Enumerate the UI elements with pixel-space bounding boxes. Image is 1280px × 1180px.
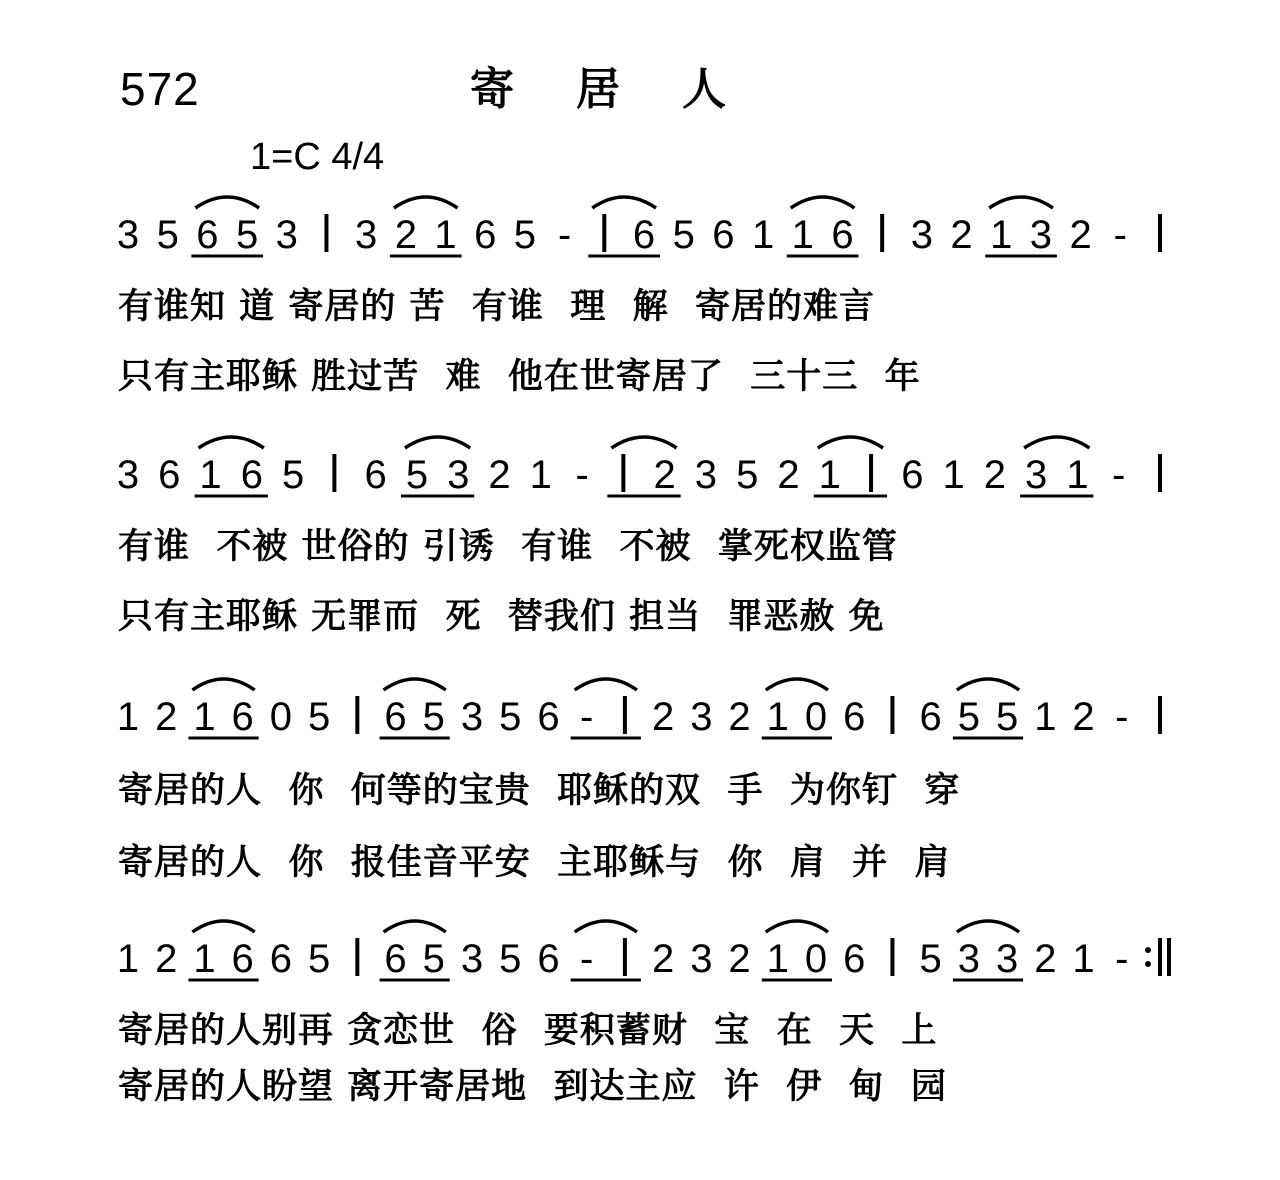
note-digit: 6	[231, 937, 254, 981]
note-digit: 3	[355, 213, 378, 257]
lyric-line-3a: 寄居的人 你 何等的宝贵 耶稣的双 手 为你钉 穿	[118, 771, 961, 811]
slur-arc	[957, 921, 1019, 932]
note-digit: 6	[901, 453, 924, 497]
slur-arc	[384, 679, 446, 690]
note-digit: 2	[1069, 213, 1092, 257]
dash-note: -	[580, 937, 594, 981]
note-digit: 6	[231, 695, 254, 739]
note-digit: 6	[474, 213, 497, 257]
note-digit: 1	[1034, 695, 1057, 739]
note-digit: 5	[422, 695, 445, 739]
note-digit: 6	[384, 937, 407, 981]
note-digit: 1	[434, 213, 457, 257]
note-digit: 2	[653, 453, 676, 497]
note-digit: 5	[499, 695, 522, 739]
slur-arc	[791, 197, 855, 208]
lyric-line-3b: 寄居的人 你 报佳音平安 主耶稣与 你 肩 并 肩	[118, 843, 951, 883]
note-digit: 2	[950, 213, 973, 257]
hymn-number: 572	[120, 63, 200, 115]
lyric-line-2b: 只有主耶稣 无罪而 死 替我们 担当 罪恶赦 免	[118, 597, 885, 637]
dash-note: -	[1113, 213, 1127, 257]
note-digit: 1	[990, 213, 1013, 257]
slur-arc	[818, 437, 883, 448]
lyric-line-2a: 有谁 不被 世俗的 引诱 有谁 不被 掌死权监管	[118, 527, 898, 567]
note-digit: 2	[155, 937, 178, 981]
slur-arc	[384, 921, 446, 932]
note-digit: 5	[919, 937, 942, 981]
dash-note: -	[580, 695, 594, 739]
note-digit: 5	[156, 213, 179, 257]
note-digit: 1	[193, 695, 216, 739]
note-digit: 0	[269, 695, 293, 739]
note-digit: 2	[651, 937, 675, 981]
note-digit: 5	[235, 213, 259, 257]
note-digit: 5	[422, 937, 445, 981]
note-digit: 6	[632, 213, 656, 257]
note-digit: 3	[910, 213, 933, 257]
note-digit: 3	[1029, 213, 1053, 257]
note-digit: 6	[831, 213, 854, 257]
note-digit: 3	[460, 937, 484, 981]
slur-arc	[957, 679, 1019, 690]
note-digit: 6	[537, 695, 560, 739]
note-digit: 2	[728, 937, 751, 981]
note-digit: 5	[995, 695, 1019, 739]
note-digit: 6	[919, 695, 942, 739]
note-digit: 6	[843, 937, 866, 981]
note-digit: 1	[791, 213, 814, 257]
note-digit: 2	[394, 213, 417, 257]
note-digit: 3	[690, 937, 713, 981]
note-digit: 5	[307, 937, 331, 981]
note-digit: 5	[672, 213, 695, 257]
note-digit: 3	[275, 213, 298, 257]
slur-arc	[575, 921, 637, 932]
note-digit: 5	[307, 695, 331, 739]
note-digit: 2	[488, 453, 511, 497]
note-digit: 5	[513, 213, 537, 257]
note-digit: 6	[269, 937, 293, 981]
note-digit: 1	[1072, 937, 1095, 981]
note-digit: 1	[199, 453, 222, 497]
note-digit: 1	[529, 453, 552, 497]
note-digit: 5	[957, 695, 981, 739]
slur-arc	[575, 679, 637, 690]
note-digit: 6	[537, 937, 560, 981]
note-digit: 6	[364, 453, 387, 497]
slur-arc	[592, 197, 656, 208]
slur-arc	[405, 437, 470, 448]
note-digit: 3	[447, 453, 470, 497]
lyric-line-4b: 寄居的人盼望 离开寄居地 到达主应 许 伊 甸 园	[118, 1067, 948, 1107]
note-digit: 1	[116, 937, 140, 981]
note-digit: 1	[193, 937, 216, 981]
note-digit: 5	[736, 453, 759, 497]
note-digit: 0	[804, 937, 828, 981]
note-digit: 1	[942, 453, 965, 497]
note-digit: 1	[766, 695, 789, 739]
dash-note: -	[1115, 695, 1129, 739]
hymn-title: 寄居人	[470, 64, 788, 115]
note-digit: 5	[405, 453, 429, 497]
note-digit: 6	[712, 213, 735, 257]
note-digit: 1	[116, 695, 140, 739]
note-digit: 2	[651, 695, 675, 739]
note-digit: 6	[843, 695, 866, 739]
note-digit: 6	[240, 453, 263, 497]
note-digit: 5	[499, 937, 522, 981]
note-digit: 5	[281, 453, 305, 497]
note-digit: 3	[116, 453, 140, 497]
note-digit: 6	[384, 695, 407, 739]
note-digit: 2	[983, 453, 1007, 497]
note-digit: 2	[777, 453, 800, 497]
note-digit: 1	[1066, 453, 1089, 497]
slur-arc	[195, 197, 259, 208]
slur-arc	[611, 437, 676, 448]
slur-arc	[394, 197, 458, 208]
note-digit: 2	[155, 695, 178, 739]
slur-arc	[766, 921, 828, 932]
lyric-line-1b: 只有主耶稣 胜过苦 难 他在世寄居了 三十三 年	[118, 357, 921, 397]
note-digit: 3	[1025, 453, 1048, 497]
slur-arc	[1024, 437, 1089, 448]
dash-note: -	[575, 453, 589, 497]
dash-note: -	[557, 213, 572, 257]
slur-arc	[766, 679, 828, 690]
note-digit: 6	[196, 213, 219, 257]
note-digit: 3	[995, 937, 1019, 981]
dash-note: -	[1112, 453, 1126, 497]
note-digit: 3	[116, 213, 140, 257]
slur-arc	[192, 921, 254, 932]
note-digit: 3	[694, 453, 718, 497]
note-digit: 1	[818, 453, 841, 497]
note-digit: 3	[460, 695, 484, 739]
note-digit: 2	[1034, 937, 1057, 981]
repeat-end-barline	[1145, 938, 1169, 976]
slur-arc	[192, 679, 254, 690]
note-digit: 0	[804, 695, 828, 739]
note-digit: 6	[158, 453, 181, 497]
lyric-line-4a: 寄居的人别再 贪恋世 俗 要积蓄财 宝 在 天 上	[118, 1011, 938, 1051]
key-time-signature: 1=C 4/4	[250, 136, 385, 178]
dash-note: -	[1115, 937, 1129, 981]
slur-arc	[199, 437, 264, 448]
note-digit: 2	[728, 695, 751, 739]
note-digit: 1	[766, 937, 789, 981]
note-digit: 3	[690, 695, 713, 739]
note-digit: 1	[751, 213, 775, 257]
note-digit: 3	[957, 937, 981, 981]
lyric-line-1a: 有谁知 道 寄居的 苦 有谁 理 解 寄居的难言	[118, 287, 876, 327]
slur-arc	[989, 197, 1053, 208]
note-digit: 2	[1072, 695, 1095, 739]
